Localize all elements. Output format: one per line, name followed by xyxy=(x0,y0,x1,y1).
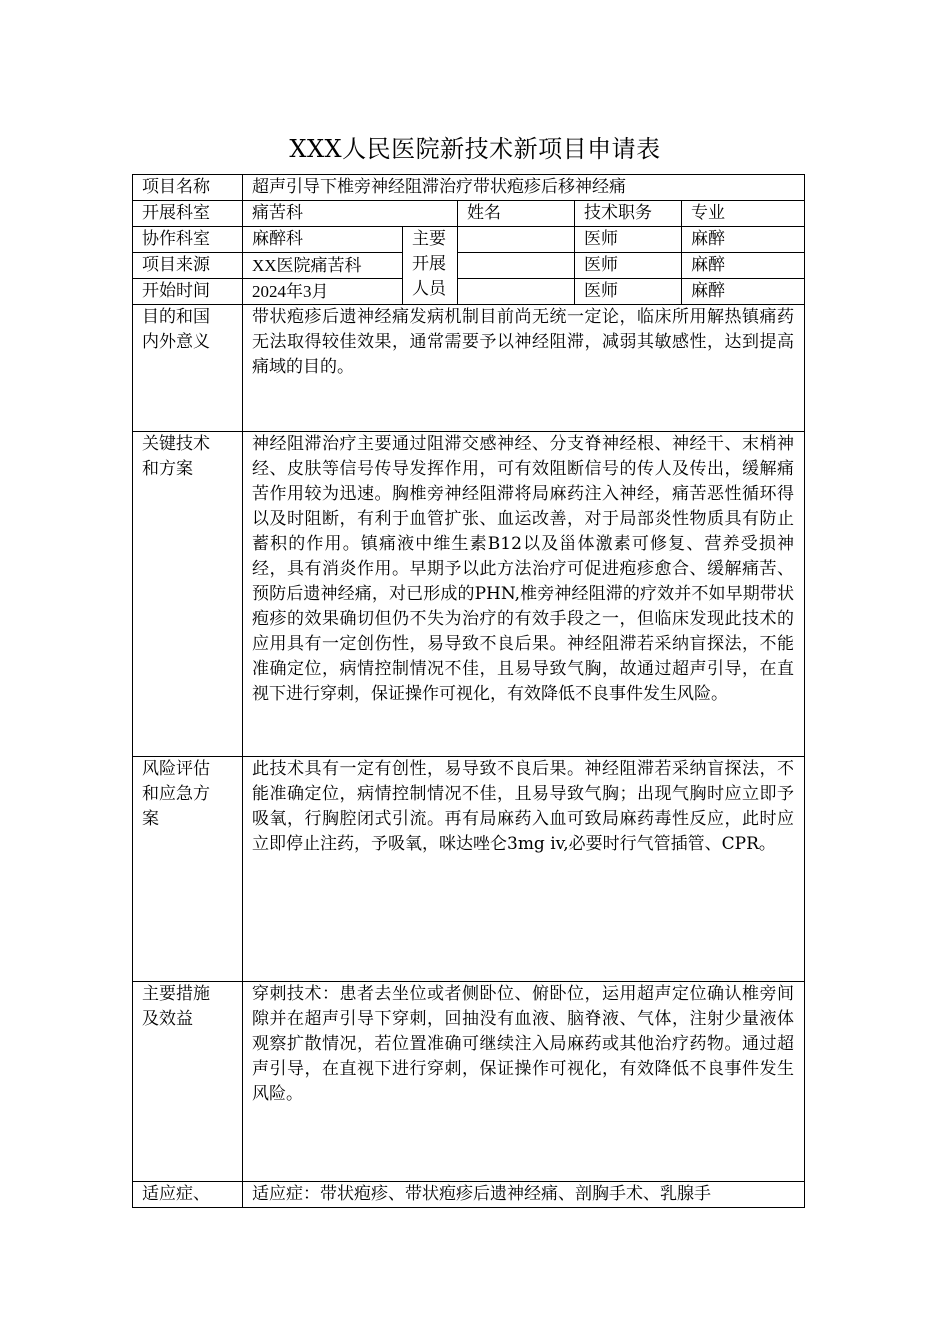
risk-label-line: 风险评估 xyxy=(142,759,210,779)
indications-label: 适应症、 xyxy=(133,1182,243,1208)
risk-label-line: 案 xyxy=(142,809,159,829)
measures-label-line: 主要措施 xyxy=(142,984,210,1004)
table-row xyxy=(133,432,805,757)
key-tech-label-line: 和方案 xyxy=(142,459,193,479)
risk-text: 此技术具有一定有创性，易导致不良后果。神经阻滞若采纳盲探法，不能准确定位，病情控制情况不佳，且易导致气胸；出现气胸时应立即予吸氧，行胸腔闭式引流。再有局麻药入血可致局麻药毒性反应，此时应立即停止注药，予吸氧，咪达唑仑3mg iv,必要时行气管插管、CPR。 xyxy=(252,759,795,854)
header-major: 专业 xyxy=(682,201,805,227)
risk-label xyxy=(133,757,243,982)
staff-major: 麻醉 xyxy=(682,227,805,253)
source-label: 项目来源 xyxy=(133,253,243,279)
key-tech-label-line: 关键技术 xyxy=(142,434,210,454)
project-name-label: 项目名称 xyxy=(133,175,243,201)
table-row xyxy=(133,201,805,227)
staff-name xyxy=(458,279,575,305)
start-label: 开始时间 xyxy=(133,279,243,305)
main-staff-label xyxy=(403,227,458,305)
purpose-label-line: 目的和国 xyxy=(142,307,210,327)
purpose-label xyxy=(133,305,243,432)
source-value: XX医院痛苦科 xyxy=(243,253,403,279)
measures-text: 穿刺技术：患者去坐位或者侧卧位、俯卧位，运用超声定位确认椎旁间隙并在超声引导下穿刺，回抽没有血液、脑脊液、气体，注射少量液体观察扩散情况，若位置准确可继续注入局麻药或其他治疗药物。通过超声引导，在直视下进行穿刺，保证操作可视化，有效降低不良事件发生风险。 xyxy=(252,984,795,1104)
staff-name xyxy=(458,227,575,253)
risk-text-cell xyxy=(243,757,805,982)
page-title: XXX人民医院新技术新项目申请表 xyxy=(289,135,661,163)
measures-label-line: 及效益 xyxy=(142,1009,193,1029)
main-staff-label-line: 开展 xyxy=(412,254,446,274)
table-row xyxy=(133,175,805,201)
table-row xyxy=(133,982,805,1182)
key-tech-text-cell xyxy=(243,432,805,757)
key-tech-label xyxy=(133,432,243,757)
key-tech-text: 神经阻滞治疗主要通过阻滞交感神经、分支脊神经根、神经干、末梢神经、皮肤等信号传导发挥作用，可有效阻断信号的传人及传出，缓解痛苦作用较为迅速。胸椎旁神经阻滞将局麻药注入神经，痛苦恶性循环得以及时阻断，有利于血管扩张、血运改善，对于局部炎性物质具有防止蓄积的作用。镇痛液中维生素B12以及甾体激素可修复、营养受损神经，具有消炎作用。早期予以此方法治疗可促进疱疹愈合、缓解痛苦、预防后遗神经痛，对已形成的PHN,椎旁神经阻滞的疗效并不如早期带状疱疹的效果确切但仍不失为治疗的有效手段之一，但临床发现此技术的应用具有一定创伤性，易导致不良后果。神经阻滞若采纳盲探法，不能准确定位，病情控制情况不佳，且易导致气胸，故通过超声引导，在直视下进行穿刺，保证操作可视化，有效降低不良事件发生风险。 xyxy=(252,434,795,704)
indications-text: 适应症：带状疱疹、带状疱疹后遗神经痛、剖胸手术、乳腺手 xyxy=(252,1184,711,1204)
table-row xyxy=(133,1182,805,1208)
coop-dept-value: 麻醉科 xyxy=(243,227,403,253)
header-name: 姓名 xyxy=(458,201,575,227)
table-row xyxy=(133,227,805,253)
start-value: 2024年3月 xyxy=(243,279,403,305)
coop-dept-label: 协作科室 xyxy=(133,227,243,253)
purpose-text-cell xyxy=(243,305,805,432)
risk-label-line: 和应急方 xyxy=(142,784,210,804)
staff-title: 医师 xyxy=(575,279,682,305)
table-row xyxy=(133,305,805,432)
table-row xyxy=(133,757,805,982)
table-row xyxy=(133,279,805,305)
main-staff-label-line: 人员 xyxy=(412,279,446,299)
staff-title: 医师 xyxy=(575,227,682,253)
dept-label: 开展科室 xyxy=(133,201,243,227)
purpose-label-line: 内外意义 xyxy=(142,332,210,352)
table-row xyxy=(133,253,805,279)
staff-major: 麻醉 xyxy=(682,253,805,279)
staff-major: 麻醉 xyxy=(682,279,805,305)
main-staff-label-line: 主要 xyxy=(412,229,446,249)
project-name-value: 超声引导下椎旁神经阻滞治疗带状疱疹后移神经痛 xyxy=(243,175,805,201)
staff-name xyxy=(458,253,575,279)
application-form-table xyxy=(132,174,805,1208)
dept-value: 痛苦科 xyxy=(243,201,458,227)
staff-title: 医师 xyxy=(575,253,682,279)
purpose-text: 带状疱疹后遗神经痛发病机制目前尚无统一定论，临床所用解热镇痛药无法取得较佳效果，通常需要予以神经阻滞，减弱其敏感性，达到提高痛域的目的。 xyxy=(252,307,795,377)
header-title: 技术职务 xyxy=(575,201,682,227)
indications-text-cell xyxy=(243,1182,805,1208)
measures-text-cell xyxy=(243,982,805,1182)
measures-label xyxy=(133,982,243,1182)
